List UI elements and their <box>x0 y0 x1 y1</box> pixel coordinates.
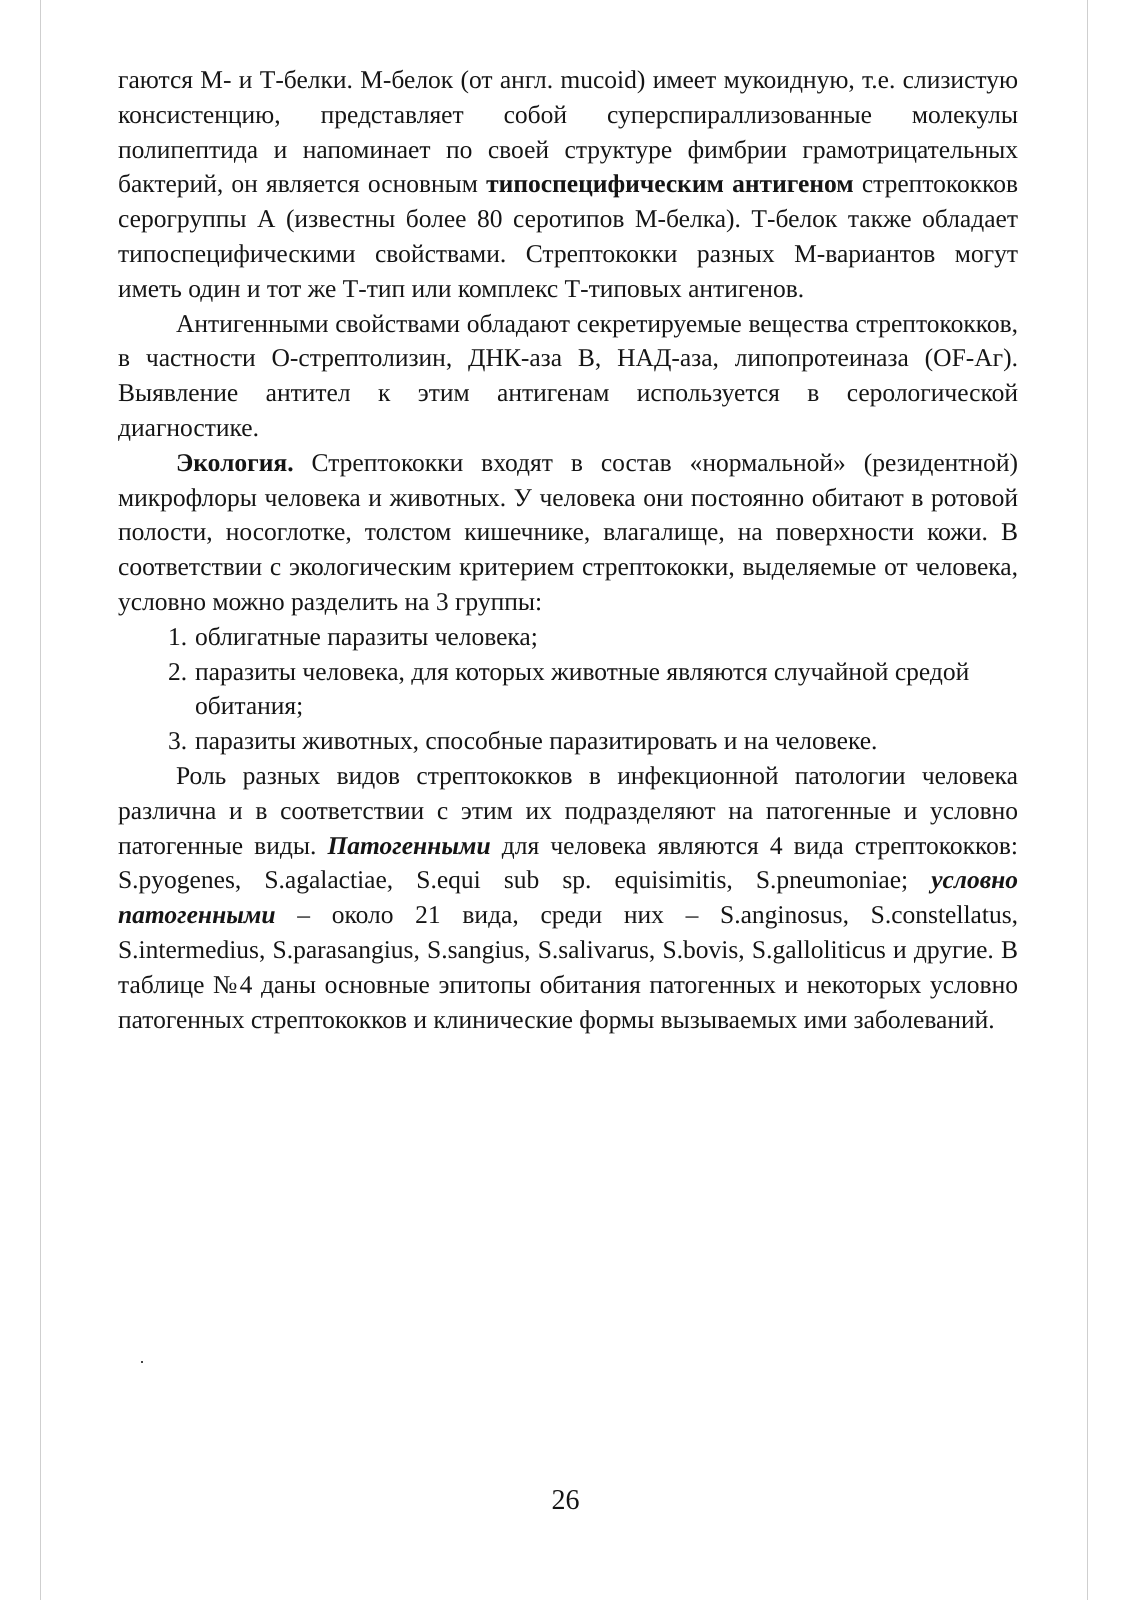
list-item: 3. паразиты животных, способные паразитировать и на человеке. <box>168 726 878 756</box>
list-item: 1. облигатные паразиты человека; <box>168 621 538 651</box>
term-opportunistic: условно патогенными <box>118 865 1018 930</box>
paragraph-pathogenic-species: Роль разных видов стрептококков в инфекционной патологии человека различна и в соответствии с этим их подразделяют на патогенные и условно патогенные виды. Патогенными для человека являются 4 вида стрептококков: S.pyogenes, S.agalactiae, S.equi sub sp. equisimitis, S.pneumoniae; условно патогенными – около 21 вида, среди них – S.anginosus, S.constellatus, S.intermedius, S.parasangius, S.sangius, S.salivarus, S.bovis, S.galloliticus и другие. В таблице №4 даны основные эпитопы обитания патогенных и некоторых условно патогенных стрептококков и клинические формы вызываемых ими заболеваний. <box>118 760 1019 1034</box>
page-number: 26 <box>551 1485 580 1516</box>
paragraph-antigenic-properties: Антигенными свойствами обладают секретируемые вещества стрептококков, в частности О-стрептолизин, ДНК-аза В, НАД-аза, липопротеиназа (OF-Аг). Выявление антител к этим антигенам используется в серологической диагностике. <box>118 308 1018 442</box>
scan-speck <box>141 1361 143 1363</box>
ecology-groups-list <box>118 620 1018 759</box>
term-pathogenic: Патогенными <box>327 830 491 860</box>
term-type-specific-antigen: типоспецифическим антигеном <box>486 169 854 199</box>
list-item: 2. паразиты человека, для которых животные являются случайной средой обитания; <box>168 656 970 721</box>
paragraph-m-t-proteins: гаются М- и Т-белки. М-белок (от англ. mucoid) имеет мукоидную, т.е. слизистую консистенцию, представляет собой суперспираллизованные молекулы полипептида и напоминает по своей структуре фимбрии грамотрицательных бактерий, он является основным типоспецифическим антигеном стрептококков серогруппы А (известны более 80 серотипов М-белка). Т-белок также обладает типоспецифическими свойствами. Стрептококки разных М-вариантов могут иметь один и тот же Т-тип или комплекс Т-типовых антигенов. <box>118 65 1019 303</box>
paragraph-ecology: Экология. Стрептококки входят в состав «нормальной» (резидентной) микрофлоры человека и животных. У человека они постоянно обитают в ротовой полости, носоглотке, толстом кишечнике, влагалище, на поверхности кожи. В соответствии с экологическим критерием стрептококки, выделяемые от человека, условно можно разделить на 3 группы: <box>118 447 1018 616</box>
section-heading-ecology: Экология. <box>176 447 294 477</box>
body-text <box>118 63 1018 1037</box>
